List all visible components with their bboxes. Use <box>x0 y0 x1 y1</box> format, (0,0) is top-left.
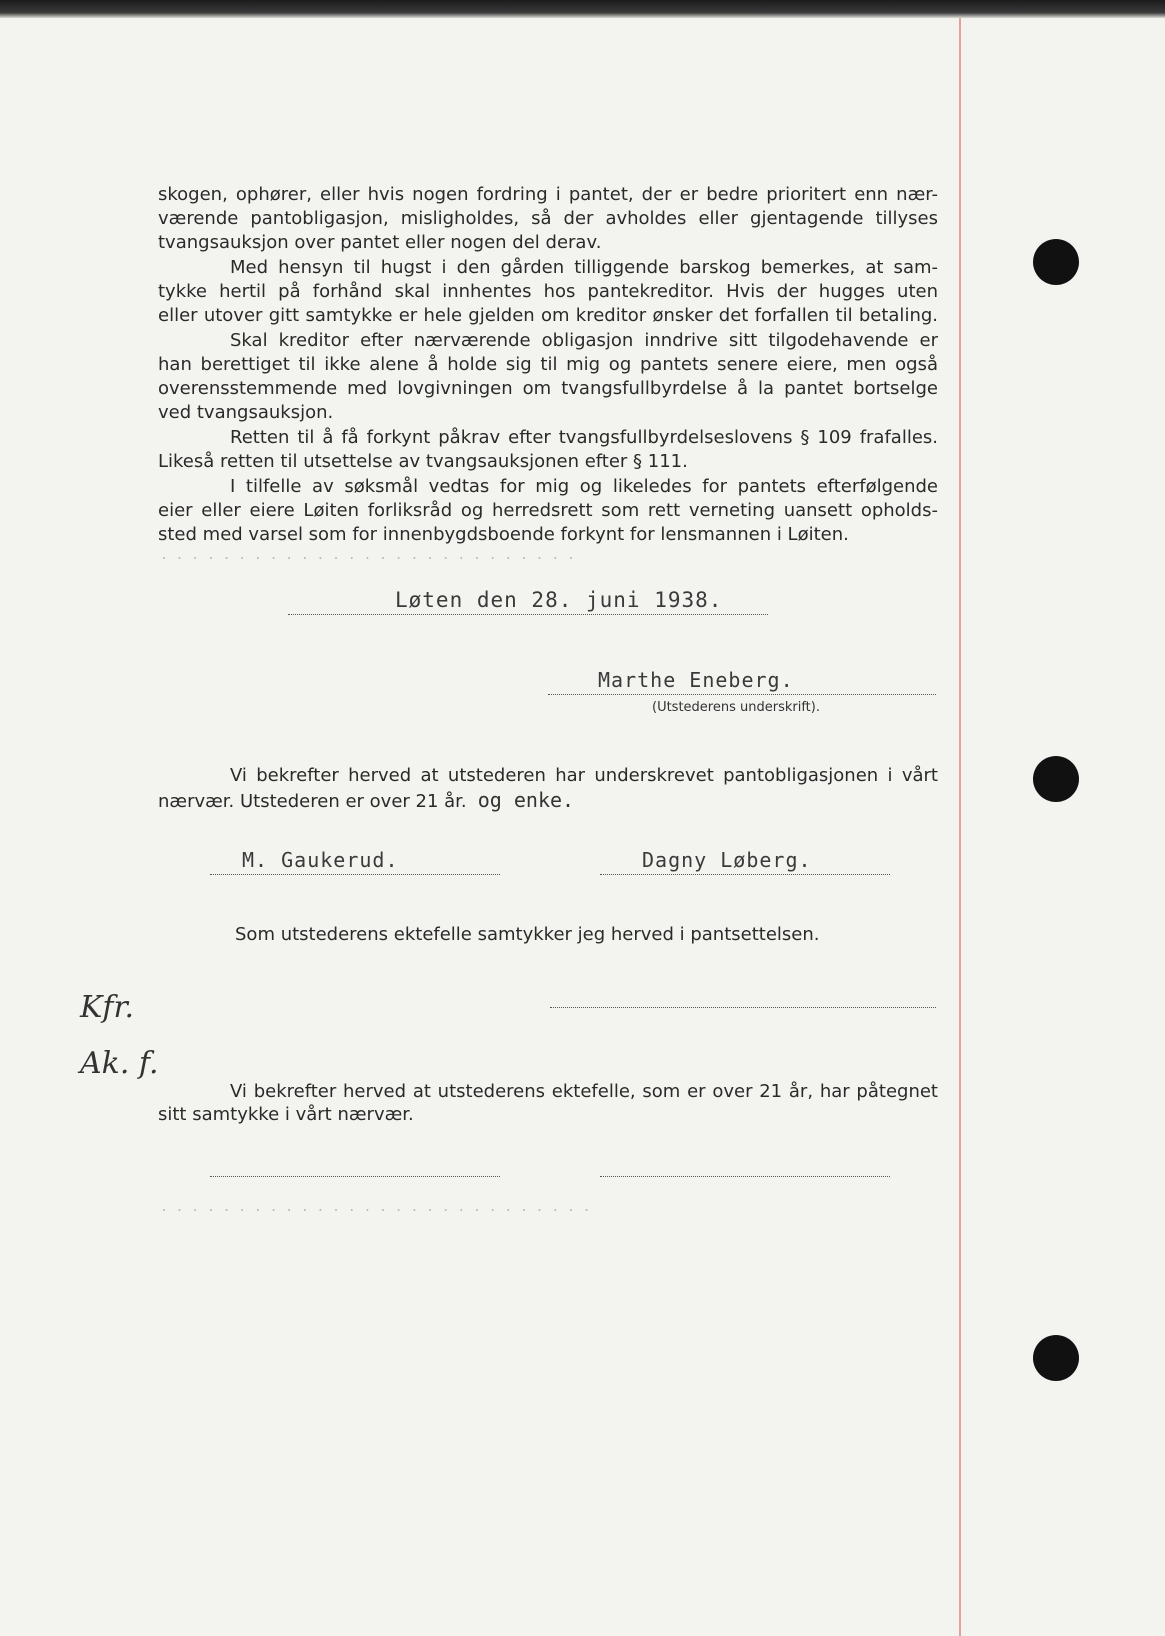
witness-statement: Vi bekrefter herved at utstederen har underskrevet pantobligasjonen i vårt <box>230 765 938 786</box>
text-line: ved tvangsauksjon. <box>158 402 334 423</box>
witness-2-signature: Dagny Løberg. <box>642 848 812 872</box>
text-line: tykke hertil på forhånd skal innhentes hos pantekreditor. Hvis der hugges uten <box>158 281 938 302</box>
text-line: eier eller eiere Løiten forliksråd og herredsrett som rett verneting uansett opholds- <box>158 500 938 521</box>
text-line: Retten til å få forkynt påkrav efter tvangsfullbyrdelseslovens § 109 frafalles. <box>230 427 938 448</box>
witness-statement-text: nærvær. Utstederen er over 21 år. <box>158 791 467 812</box>
text-line: eller utover gitt samtykke er hele gjelden om kreditor ønsker det forfallen til betaling. <box>158 305 938 326</box>
text-line: sted med varsel som for innenbygdsboende forkynt for lensmannen i Løiten. <box>158 524 849 545</box>
text-line: værende pantobligasjon, misligholdes, så der avholdes eller gjentagende tillyses <box>158 208 938 229</box>
spouse-signature-line <box>550 1007 936 1008</box>
text-line: I tilfelle av søksmål vedtas for mig og likeledes for pantets efterfølgende <box>230 476 938 497</box>
text-line: Med hensyn til hugst i den gården tilliggende barskog bemerkes, at sam- <box>230 257 938 278</box>
witness-1-line <box>210 874 500 875</box>
bleed-through-text: . . . . . . . . . . . . . . . . . . . . . . . . . . . . <box>160 1200 591 1215</box>
witness-1-signature: M. Gaukerud. <box>242 848 399 872</box>
punch-hole <box>1033 239 1079 285</box>
issuer-caption: (Utstederens underskrift). <box>652 700 820 715</box>
text-line: tvangsauksjon over pantet eller nogen del derav. <box>158 232 602 253</box>
spouse-witness-1-line <box>210 1176 500 1177</box>
issuer-signature: Marthe Eneberg. <box>598 668 794 692</box>
text-line: Skal kreditor efter nærværende obligasjon inndrive sitt tilgodehavende er <box>230 330 938 351</box>
text-line: overensstemmende med lovgivningen om tvangsfullbyrdelse å la pantet bortselge <box>158 378 938 399</box>
margin-rule <box>959 18 961 1636</box>
text-line: Likeså retten til utsettelse av tvangsauksjonen efter § 111. <box>158 451 688 472</box>
spouse-witness-2-line <box>600 1176 890 1177</box>
text-line: han berettiget til ikke alene å holde sig til mig og pantets senere eiere, men også <box>158 354 938 375</box>
issuer-signature-line <box>548 694 936 695</box>
punch-hole <box>1033 1335 1079 1381</box>
margin-annotation: Kfr. Ak. f. <box>80 990 159 1081</box>
bleed-through-text: . . . . . . . . . . . . . . . . . . . . . . . . . . . <box>160 548 575 563</box>
text-line: skogen, ophører, eller hvis nogen fordring i pantet, der er bedre prioritert enn nær- <box>158 184 938 205</box>
punch-hole <box>1033 756 1079 802</box>
place-date-line <box>288 614 768 615</box>
spouse-witness-statement: Vi bekrefter herved at utstederens ektefelle, som er over 21 år, har påtegnet <box>230 1081 938 1102</box>
witness-2-line <box>600 874 890 875</box>
spouse-consent: Som utstederens ektefelle samtykker jeg herved i pantsettelsen. <box>235 924 820 945</box>
spouse-witness-statement-line-2: sitt samtykke i vårt nærvær. <box>158 1104 414 1125</box>
witness-statement-line-2 <box>158 788 574 812</box>
scan-top-edge <box>0 0 1165 18</box>
place-date: Løten den 28. juni 1938. <box>395 588 723 612</box>
widow-note: og enke. <box>477 788 575 812</box>
